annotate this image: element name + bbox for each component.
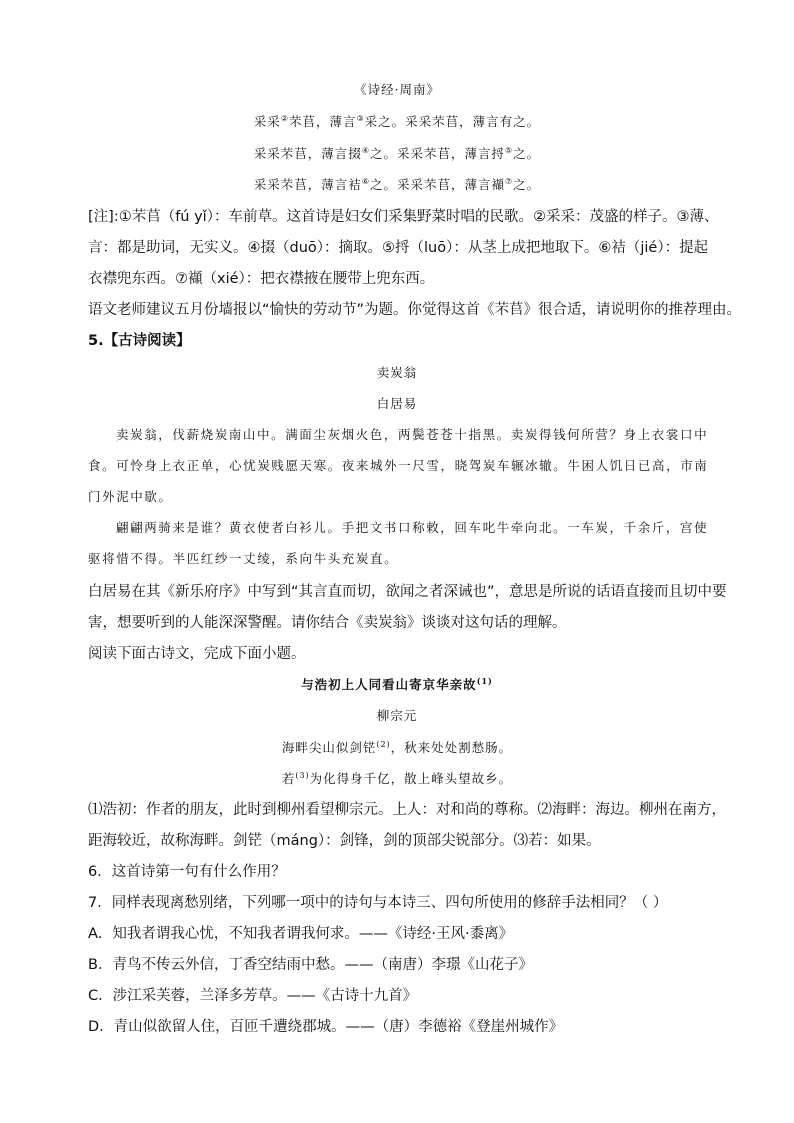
poem1-note-line: 衣襟兜东西。⑦襭（xié）：把衣襟掖在腰带上兜东西。 xyxy=(88,271,435,287)
section6-intro: 阅读下面古诗文，完成下面小题。 xyxy=(88,646,306,662)
section5-para1-line: 食。可怜身上衣正单，心忧炭贱愿天寒。夜来城外一尺雪，晓驾炭车辗冰辙。牛困人饥日已高，市南 xyxy=(88,458,709,473)
section5-para2-line: 翩翩两骑来是谁？黄衣使者白衫儿。手把文书口称敕，回车叱牛牵向北。一车炭，千余斤，宫使 xyxy=(116,520,709,535)
poem1-line-3: 采采芣苢，薄言袺⑥之。采采芣苢，薄言襭⑦之。 xyxy=(253,176,541,192)
section5-poem-title: 卖炭翁 xyxy=(376,365,418,380)
section6-note-line: ⑴浩初：作者的朋友，此时到柳州看望柳宗元。上人：对和尚的尊称。⑵海畔：海边。柳州在南方， xyxy=(88,802,726,818)
section5-question-line: 害，想要听到的人能深深警醒。请你结合《卖炭翁》谈谈对这句话的理解。 xyxy=(88,615,567,631)
option-d: D．青山似欲留人住，百匝千遭绕郡城。——（唐）李德裕《登崖州城作》 xyxy=(88,1019,564,1035)
section5-poem-author: 白居易 xyxy=(376,396,418,411)
question-6: 6．这首诗第一句有什么作用？ xyxy=(88,864,286,880)
section6-poem-line-1: 海畔尖山似剑铓$^{(2)}$，秋来处处割愁肠。 xyxy=(281,739,513,755)
poem1-line-2: 采采芣苢，薄言掇④之。采采芣苢，薄言捋⑤之。 xyxy=(253,145,541,161)
option-a: A．知我者谓我心忧，不知我者谓我何求。——《诗经·王风·黍离》 xyxy=(88,926,514,942)
poem1-note-line: [注]:①芣苢（fú yǐ）：车前草。这首诗是妇女们采集野菜时唱的民歌。②采采：茂盛的样子。③薄、 xyxy=(88,209,719,225)
section5-question-line: 白居易在其《新乐府序》中写到“其言直而切，欲闻之者深诫也”，意思是所说的话语直接而且切中要 xyxy=(88,584,727,600)
option-b: B．青鸟不传云外信，丁香空结雨中愁。——（南唐）李璟《山花子》 xyxy=(88,957,533,973)
section5-heading: 5.【古诗阅读】 xyxy=(88,333,191,349)
section6-poem-author: 柳宗元 xyxy=(376,708,418,723)
poem1-note-line: 言：都是助词，无实义。④掇（duō）：摘取。⑤捋（luō）：从茎上成把地取下。⑥袺（jié）：提起 xyxy=(88,240,709,256)
question-7: 7．同样表现离愁别绪，下列哪一项中的诗句与本诗三、四句所使用的修辞手法相同？（ ） xyxy=(88,895,668,911)
section6-poem-line-2: 若$^{(3)}$为化得身千亿，散上峰头望故乡。 xyxy=(281,770,513,786)
poem1-question: 语文老师建议五月份墙报以“愉快的劳动节”为题。你觉得这首《芣苢》很合适，请说明你的推荐理由。 xyxy=(88,302,742,318)
section6-poem-title: 与浩初上人同看山寄京华亲故$^{(1)}$ xyxy=(301,675,493,692)
section5-para2-line: 驱将惜不得。半匹红纱一丈绫，系向牛头充炭直。 xyxy=(88,551,399,566)
section6-note-line: 距海较近，故称海畔。剑铓（máng）：剑锋，剑的顶部尖锐部分。⑶若：如果。 xyxy=(88,833,601,849)
section5-para1-line: 卖炭翁，伐薪烧炭南山中。满面尘灰烟火色，两鬓苍苍十指黑。卖炭得钱何所营？身上衣裳口中 xyxy=(116,427,709,442)
section5-para1-line: 门外泥中歇。 xyxy=(88,489,173,504)
option-c: C．涉江采芙蓉，兰泽多芳草。——《古诗十九首》 xyxy=(88,988,418,1004)
poem1-line-1: 采采②芣苢，薄言③采之。采采芣苢，薄言有之。 xyxy=(253,113,541,129)
poem1-title: 《诗经·周南》 xyxy=(354,82,440,97)
